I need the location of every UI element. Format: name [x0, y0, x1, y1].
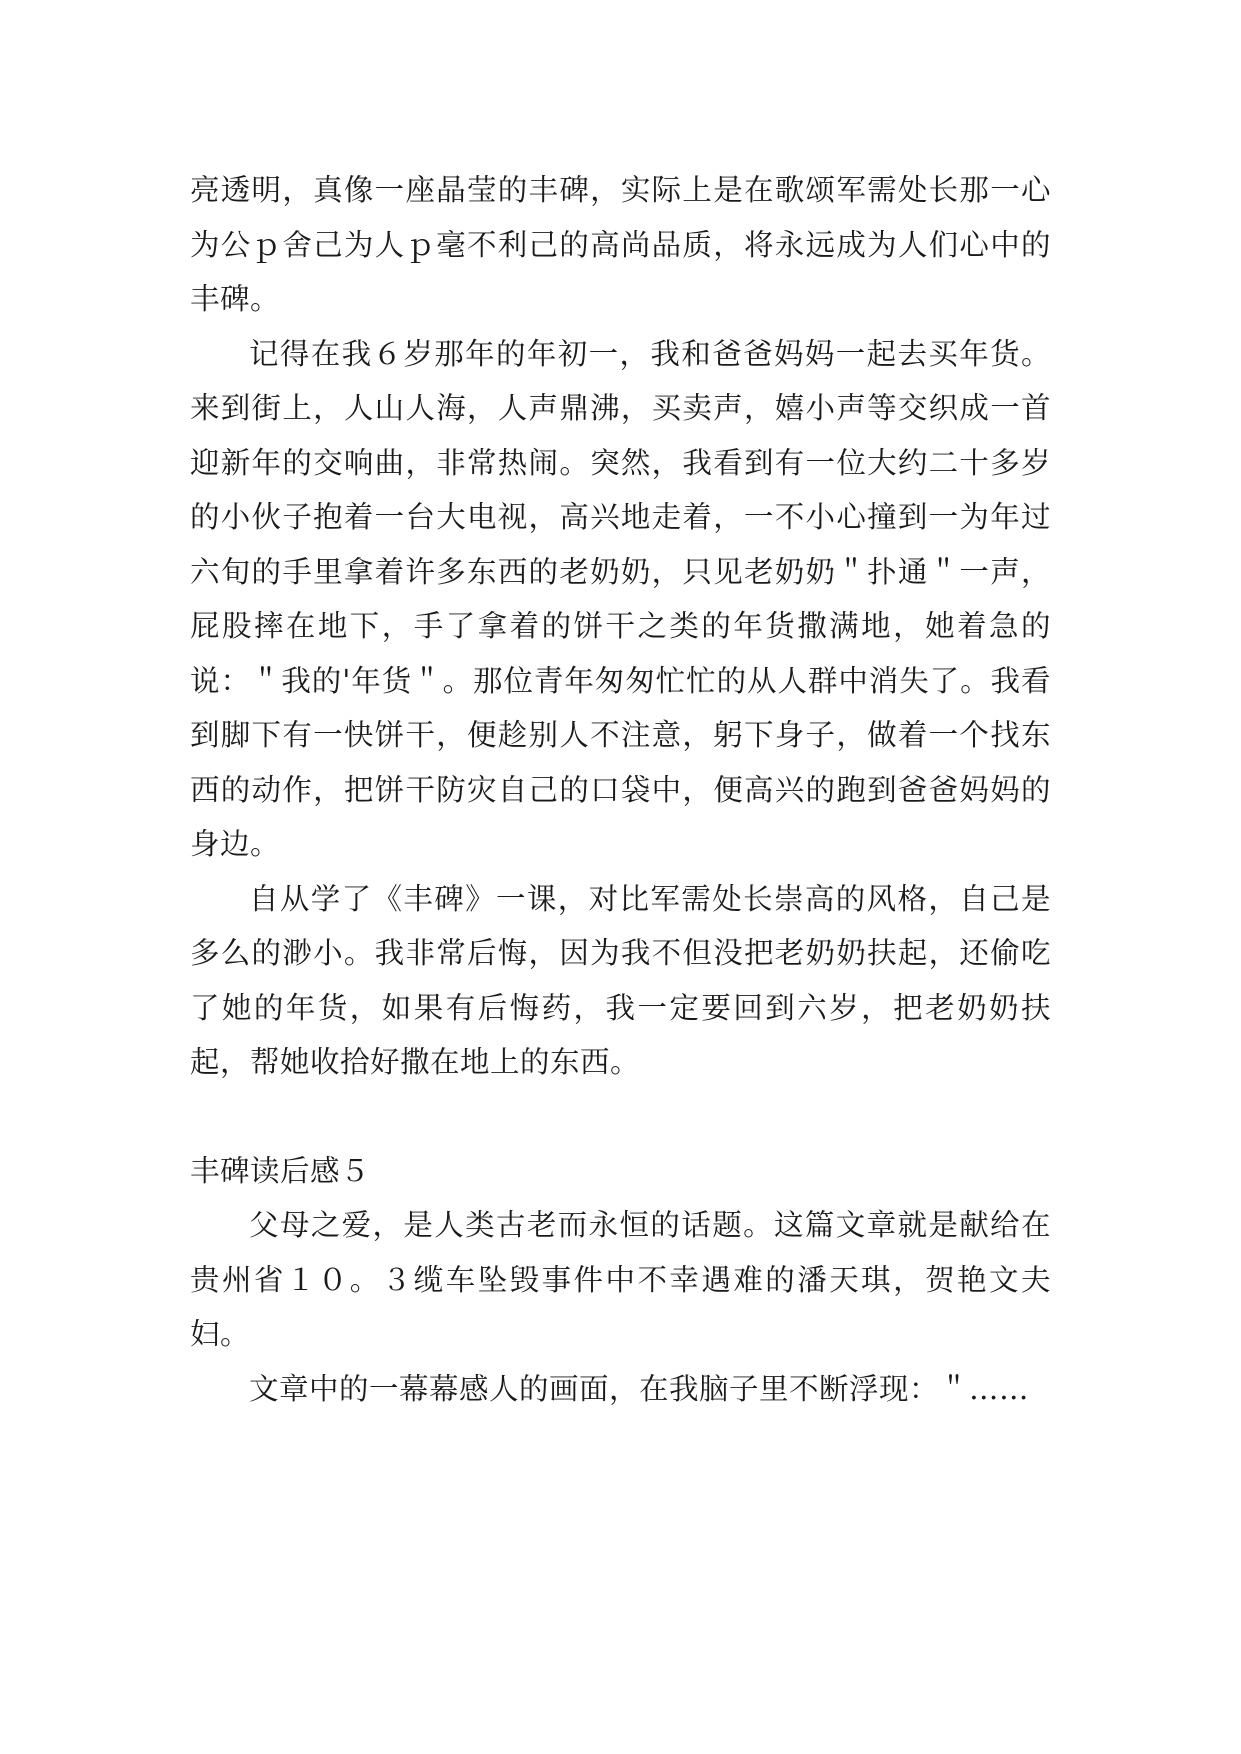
paragraph-memory: 记得在我６岁那年的年初一，我和爸爸妈妈一起去买年货。来到街上，人山人海，人声鼎沸，买卖声，嬉小声等交织成一首迎新年的交响曲，非常热闹。突然，我看到有一位大约二十多岁的小伙子抱着一台大电视，高兴地走着，一不小心撞到一为年过六旬的手里拿着许多东西的老奶奶，只见老奶奶＂扑通＂一声，屁股摔在地下，手了拿着的饼干之类的年货撒满地，她着急的说：＂我的'年货＂。那位青年匆匆忙忙的从人群中消失了。我看到脚下有一快饼干，便趁别人不注意，躬下身子，做着一个找东西的动作，把饼干防灾自己的口袋中，便高兴的跑到爸爸妈妈的身边。: [190, 336, 1051, 861]
paragraph-parents: 父母之爱，是人类古老而永恒的话题。这篇文章就是献给在贵州省１０。３缆车坠毁事件中不幸遇难的潘天琪，贺艳文夫妇。: [190, 1208, 1051, 1351]
paragraph-continued: 亮透明，真像一座晶莹的丰碑，实际上是在歌颂军需处长那一心为公ｐ舍己为人ｐ毫不利己的高尚品质，将永远成为人们心中的丰碑。: [190, 173, 1051, 316]
section-title: 丰碑读后感５: [190, 1153, 371, 1188]
document-body: [190, 163, 1051, 1416]
paragraph-reflection: 自从学了《丰碑》一课，对比军需处长崇高的风格，自己是多么的渺小。我非常后悔，因为我不但没把老奶奶扶起，还偷吃了她的年货，如果有后悔药，我一定要回到六岁，把老奶奶扶起，帮她收拾好撒在地上的东西。: [190, 881, 1051, 1079]
paragraph-scene: 文章中的一幕幕感人的画面，在我脑子里不断浮现：＂……: [249, 1371, 1030, 1406]
